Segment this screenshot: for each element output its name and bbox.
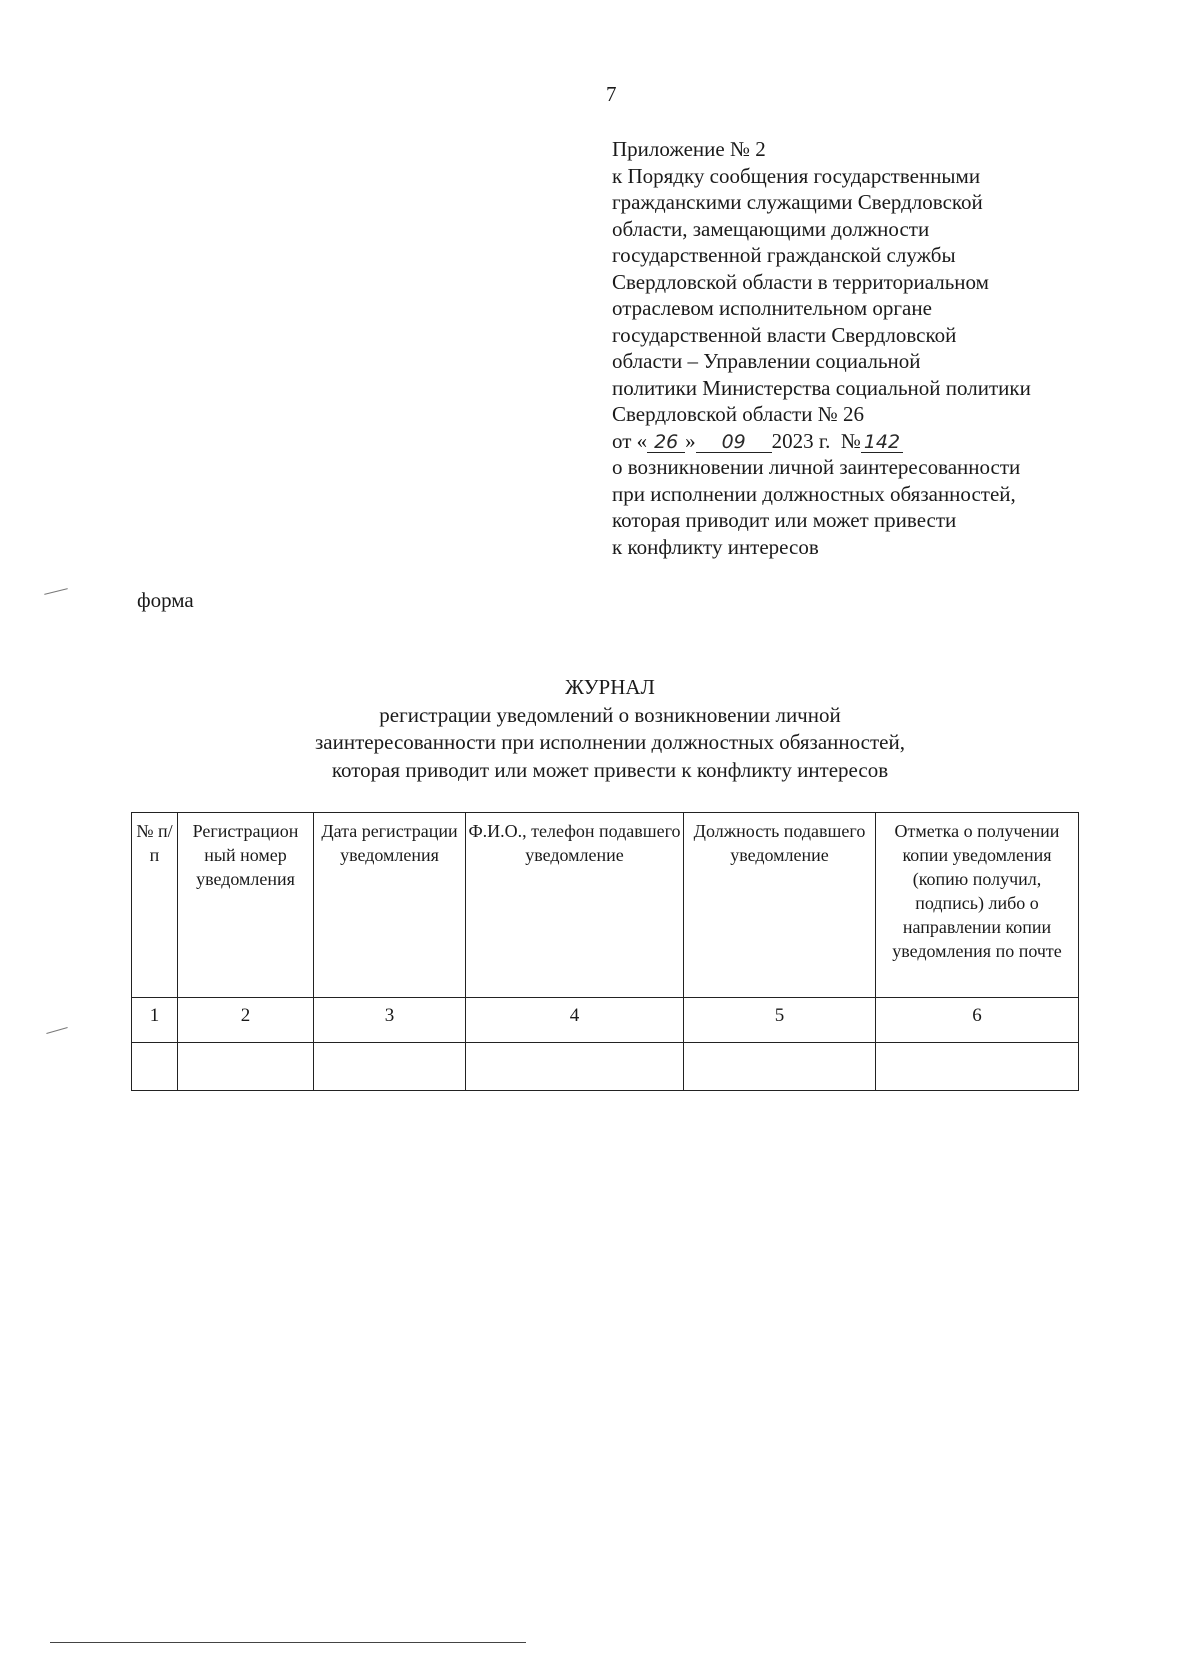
empty-cell: [132, 1043, 178, 1091]
appendix-line: области, замещающими должности: [612, 216, 930, 241]
handwritten-number: 142: [861, 432, 903, 453]
column-number: 5: [684, 998, 876, 1043]
appendix-line: при исполнении должностных обязанностей,: [612, 481, 1016, 506]
empty-cell: [178, 1043, 314, 1091]
appendix-line: области – Управлении социальной: [612, 349, 921, 373]
column-number: 2: [178, 998, 314, 1043]
journal-subtitle-line: которая приводит или может привести к конфликту интересов: [331, 757, 889, 782]
appendix-line: к конфликту интересов: [612, 534, 819, 559]
header-cell-name-phone: Ф.И.О., телефон подавшего уведомление: [466, 813, 684, 998]
column-number: 6: [876, 998, 1079, 1043]
scan-artifact: [44, 588, 68, 595]
header-cell-reg-date: Дата регистрации уведомления: [314, 813, 466, 998]
handwritten-day: 26: [647, 432, 685, 453]
header-cell-copy-mark: Отметка о получении копии уведомления (копию получил, подпись) либо о направлении копии уведомления по почте: [876, 813, 1079, 998]
appendix-line: гражданскими служащими Свердловской: [612, 190, 983, 214]
appendix-line: Приложение № 2: [612, 137, 766, 161]
journal-heading: [130, 674, 1090, 784]
journal-title: ЖУРНАЛ: [565, 675, 655, 699]
appendix-line: отраслевом исполнительном органе: [612, 296, 932, 320]
column-number: 1: [132, 998, 178, 1043]
appendix-line: политики Министерства социальной политики: [612, 375, 1031, 400]
column-number: 4: [466, 998, 684, 1043]
appendix-line: государственной гражданской службы: [612, 243, 956, 267]
empty-cell: [876, 1043, 1079, 1091]
journal-subtitle-line: заинтересованности при исполнении должностных обязанностей,: [315, 730, 905, 754]
appendix-line: Свердловской области в территориальном: [612, 269, 989, 294]
empty-cell: [684, 1043, 876, 1091]
date-separator: »: [685, 428, 696, 453]
appendix-line: Свердловской области № 26: [612, 402, 864, 426]
empty-cell: [466, 1043, 684, 1091]
appendix-line: о возникновении личной заинтересованности: [612, 455, 1021, 479]
number-prefix: №: [840, 428, 861, 453]
journal-subtitle-line: регистрации уведомлений о возникновении личной: [379, 702, 841, 727]
appendix-line: которая приводит или может привести: [612, 508, 957, 532]
header-cell-reg-number: Регистрацион ный номер уведомления: [178, 813, 314, 998]
empty-cell: [314, 1043, 466, 1091]
table-header-row: [132, 813, 1079, 998]
registration-table: [131, 812, 1079, 1091]
column-number: 3: [314, 998, 466, 1043]
forma-label: форма: [137, 588, 194, 612]
date-prefix: от «: [612, 428, 648, 453]
scan-artifact: [46, 1027, 67, 1034]
date-year: 2023 г.: [771, 428, 831, 453]
page-number: 7: [606, 82, 617, 106]
footnote-separator: [50, 1642, 526, 1643]
table-empty-row: [132, 1043, 1079, 1091]
handwritten-month: 09: [696, 432, 772, 453]
header-cell-position: Должность подавшего уведомление: [684, 813, 876, 998]
appendix-block: [612, 136, 1082, 560]
appendix-line: к Порядку сообщения государственными: [612, 163, 981, 188]
table-column-number-row: [132, 998, 1079, 1043]
header-cell-number: № п/п: [132, 813, 178, 998]
appendix-line: государственной власти Свердловской: [612, 322, 957, 347]
appendix-date-line: [612, 428, 1082, 455]
